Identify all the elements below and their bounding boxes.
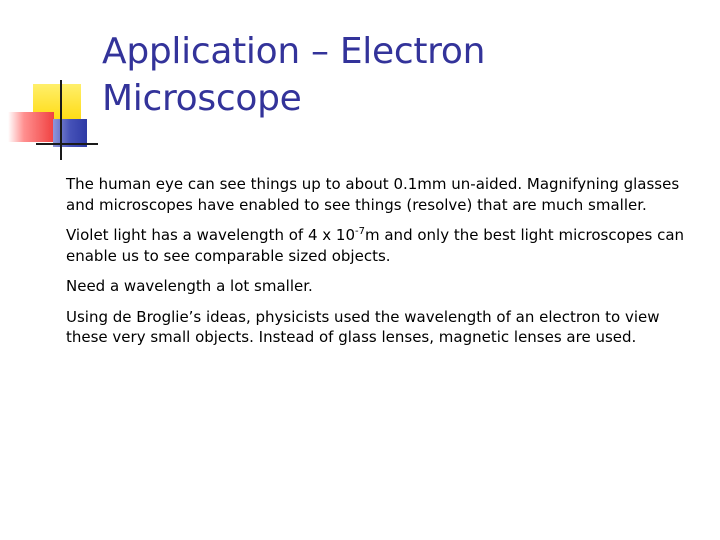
paragraph-de-broglie: Using de Broglie’s ideas, physicists used the wavelength of an electron to view these very small objects. Instead of glass lenses, magnetic lenses are used. <box>66 307 660 346</box>
wavelength-exponent: -7 <box>355 226 365 237</box>
violet-light-text-end: m and only the best light microscopes can enable us to see comparable sized objects. <box>66 226 685 265</box>
logo-horizontal-line <box>36 143 98 145</box>
violet-light-text-start: Violet light has a wavelength of 4 x 10 <box>66 226 355 244</box>
paragraph-need-smaller: Need a wavelength a lot smaller. <box>66 277 313 295</box>
slide-body <box>66 174 691 358</box>
paragraph-violet-light <box>66 225 691 266</box>
slide-title <box>102 28 702 122</box>
decorative-logo <box>0 0 100 170</box>
slide-title-line2: Microscope <box>102 78 302 119</box>
paragraph-human-eye: The human eye can see things up to about 0.1mm un-aided. Magnifyning glasses and microscopes have enabled to see things (resolve) that are much smaller. <box>66 175 680 214</box>
logo-vertical-line <box>60 80 62 160</box>
slide-title-line1: Application – Electron <box>102 31 486 72</box>
logo-red-bar <box>8 112 54 142</box>
